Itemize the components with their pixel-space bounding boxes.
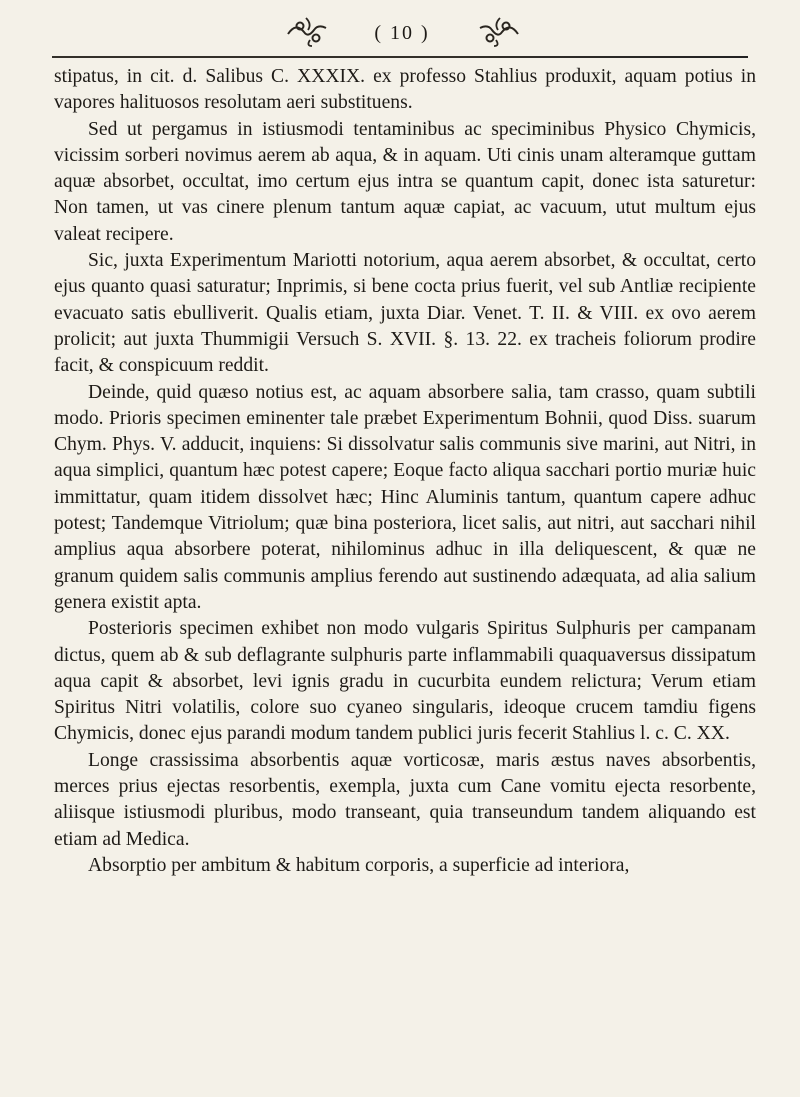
body-text xyxy=(54,64,756,879)
paragraph-5: Posterioris specimen exhibet non modo vulgaris Spiritus Sulphuris per campanam dictus, quem ab & sub deflagrante sulphuris parte inflammabili quaquaversus dissipatum aqua capit & absorbet, levi ignis gradu in cucurbita eundem relictura; Verum etiam Spiritus Nitri volatilis, colore suo cyaneo singularis, ideoque crucem tamdiu figens Chymicis, donec ejus parandi modum tandem publici juris fecerit Stahlius l. c. C. XX. xyxy=(54,618,756,745)
paragraph-2: Sed ut pergamus in istiusmodi tentaminibus ac speciminibus Physico Chymicis, vicissim sorberi novimus aerem ab aqua, & in aquam. Uti cinis unam alteramque guttam aquæ absorbet, occultat, imo certum ejus intra se quantum capit, donec ista saturetur: Non tamen, ut vas cinere plenum tantum aquæ capiat, ac vacuum, utut multum ejus valeat recipere. xyxy=(54,118,756,245)
right-ornament-icon xyxy=(474,14,520,48)
left-ornament-icon xyxy=(286,14,332,48)
paragraph-1: stipatus, in cit. d. Salibus C. XXXIX. ex professo Stahlius produxit, aquam potius in vapores halituosos resolutam aeri substituens. xyxy=(54,66,756,114)
paragraph-6: Longe crassissima absorbentis aquæ vorticosæ, maris æstus naves absorbentis, merces prius ejectas resorbentis, exempla, juxta cum Cane vomitu ejecta resorbente, aliisque istiusmodi pluribus, modo transeant, quia transeundum tandem aliquando est etiam ad Medica. xyxy=(54,749,756,850)
paragraph-7: Absorptio per ambitum & habitum corporis, a superficie ad interiora, xyxy=(88,854,630,876)
header-rule xyxy=(52,56,748,58)
page-number: ( 10 ) xyxy=(374,22,430,44)
paragraph-3: Sic, juxta Experimentum Mariotti notorium, aqua aerem absorbet, & occultat, certo ejus quanto quasi saturatur; Inprimis, si bene cocta prius fuerit, vel sub Antliæ recipiente evacuato satis ebulliverit. Qualis etiam, juxta Diar. Venet. T. II. & VIII. ex ovo aerem prolicit; aut juxta Thummigii Versuch S. XVII. §. 13. 22. ex tracheis foliorum prodire facit, & conspicuum reddit. xyxy=(54,250,756,377)
page-header xyxy=(0,14,800,54)
paragraph-4: Deinde, quid quæso notius est, ac aquam absorbere salia, tam crasso, quam subtili modo. Prioris specimen eminenter tale præbet Experimentum Bohnii, quod Diss. suarum Chym. Phys. V. adducit, inquiens: Si dissolvatur salis communis sive marini, aut Nitri, in aqua simplici, quantum hæc potest capere; Eoque facto aliqua sacchari portio muriæ huic immittatur, quam itidem dissolvet hæc; Hinc Aluminis tantum, quantum capere adhuc potest; Tandemque Vitriolum; quæ bina posteriora, licet salis, aut nitri, aut sacchari nihil amplius aqua absorbere poterat, nihilominus adhuc in illa deliquescent, & quæ ne granum quidem salis communis amplius ferendo aut sustinendo adæquata, ad alia salium genera existit apta. xyxy=(54,381,756,613)
